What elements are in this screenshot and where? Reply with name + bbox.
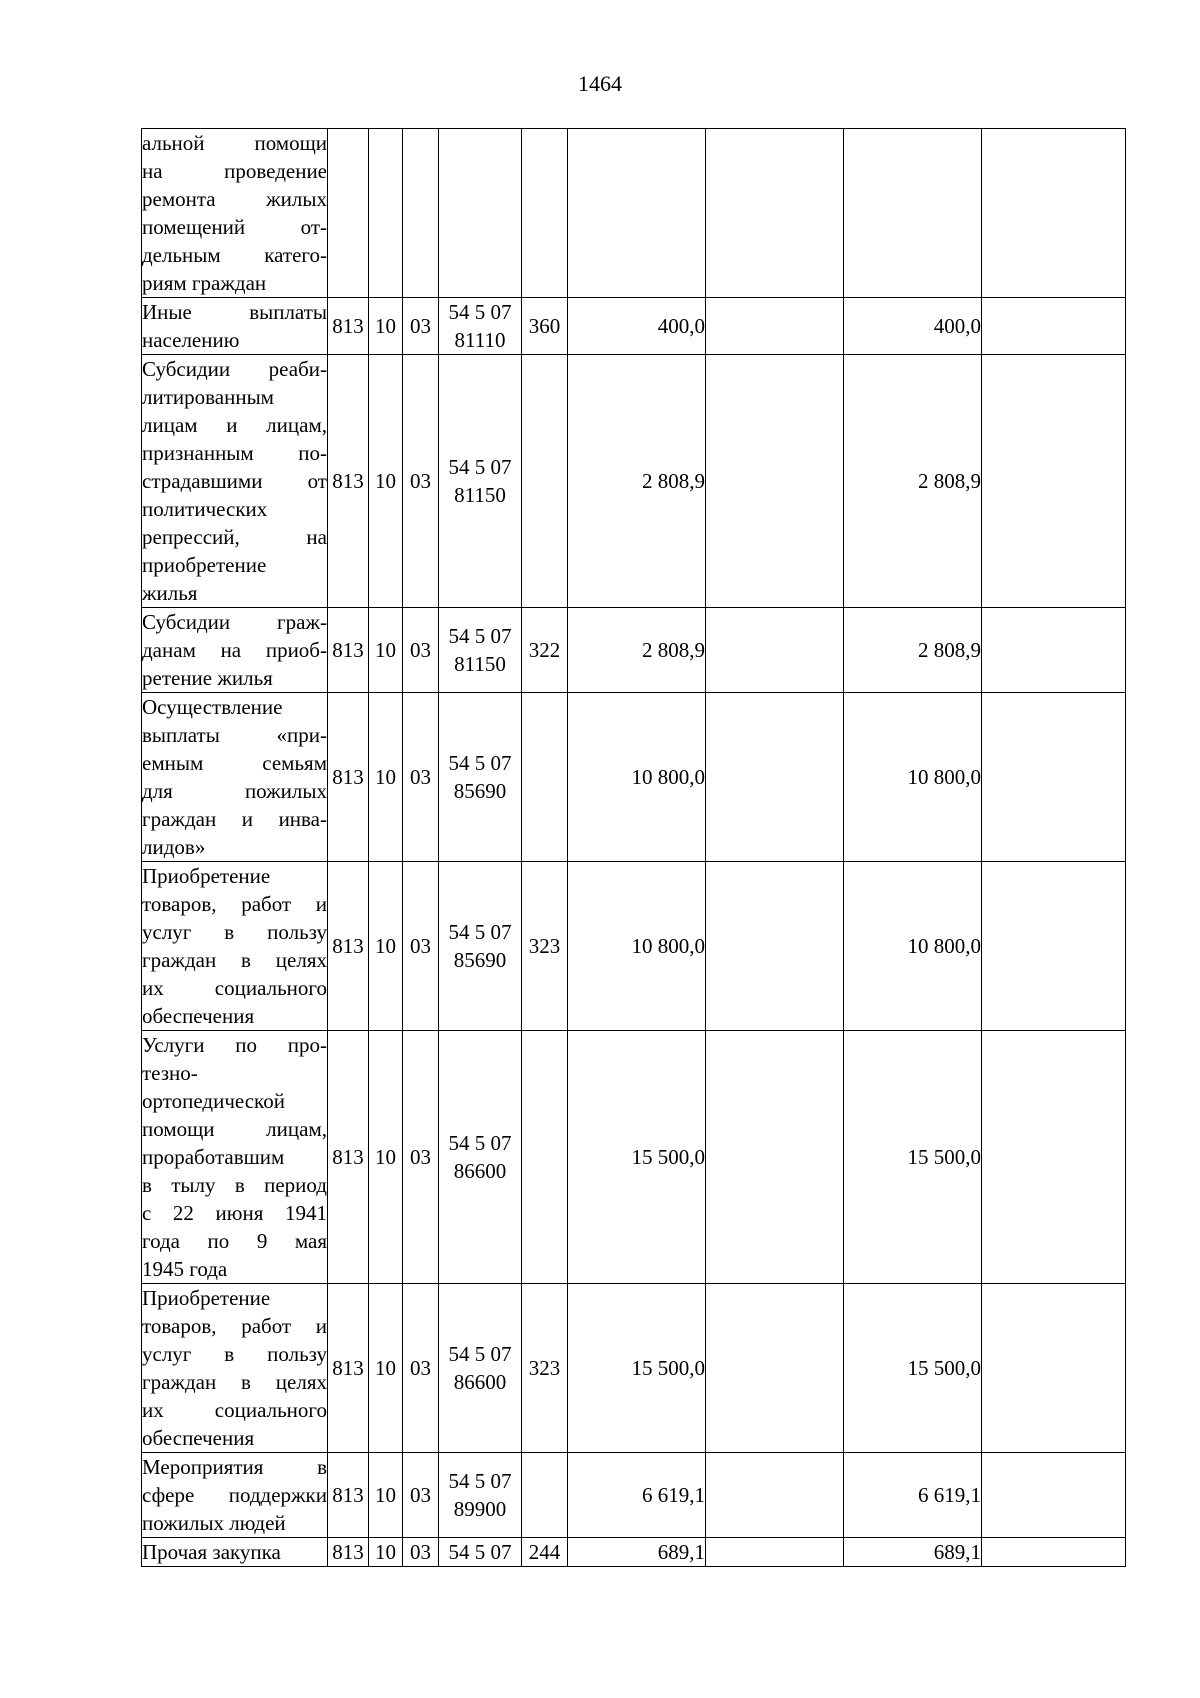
- expense-name-line: граждан в целях: [142, 1370, 327, 1394]
- target-article-line: 54 5 07: [448, 455, 512, 479]
- target-article-cell: [439, 693, 522, 862]
- section-code-cell: 10: [369, 693, 403, 862]
- target-article-line: 86600: [453, 1159, 507, 1183]
- expense-name-line: дельным катего-: [142, 243, 327, 267]
- expense-name-line: лицам и лицам,: [142, 413, 327, 437]
- amount-cell: [568, 129, 706, 298]
- subsection-code-cell: 03: [403, 1031, 439, 1284]
- expense-name-line: политических: [142, 497, 268, 521]
- target-article-line: 54 5 07: [448, 624, 512, 648]
- expense-name-line: услуг в пользу: [142, 1342, 327, 1366]
- amount-cell: 15 500,0: [844, 1284, 982, 1453]
- expense-name-line: их социального: [142, 976, 327, 1000]
- amount-cell: 689,1: [568, 1538, 706, 1567]
- expense-name-line: обеспечения: [142, 1426, 255, 1450]
- expense-name-line: Субсидии граж-: [142, 610, 327, 634]
- table-row: [142, 1284, 1126, 1453]
- admin-code-cell: [328, 129, 369, 298]
- target-article-line: 85690: [453, 779, 507, 803]
- admin-code-cell: 813: [328, 298, 369, 355]
- amount-cell: [982, 693, 1126, 862]
- target-article-line: 54 5 07: [448, 920, 512, 944]
- target-article-cell: [439, 1031, 522, 1284]
- target-article-line: 81150: [454, 652, 506, 676]
- target-article-cell: [439, 862, 522, 1031]
- expense-type-cell: [522, 129, 568, 298]
- expense-name-cell: [142, 608, 328, 693]
- expense-type-cell: [522, 1453, 568, 1538]
- subsection-code-cell: 03: [403, 355, 439, 608]
- expense-name-line: их социального: [142, 1398, 327, 1422]
- amount-cell: 15 500,0: [568, 1284, 706, 1453]
- target-article-line: 81150: [454, 483, 506, 507]
- amount-cell: 10 800,0: [844, 862, 982, 1031]
- admin-code-cell: 813: [328, 862, 369, 1031]
- target-article-line: 54 5 07: [448, 1540, 512, 1564]
- section-code-cell: 10: [369, 1284, 403, 1453]
- page-number: 1464: [578, 71, 622, 96]
- expense-name-line: ортопедической: [142, 1089, 285, 1113]
- expense-name-line: помещений от-: [142, 215, 327, 239]
- expense-type-cell: [522, 355, 568, 608]
- amount-cell: 2 808,9: [568, 608, 706, 693]
- subsection-code-cell: 03: [403, 298, 439, 355]
- expense-name-line: Прочая закупка: [142, 1540, 281, 1564]
- expense-name-line: Услуги по про-: [142, 1033, 327, 1057]
- amount-cell: [706, 693, 844, 862]
- expense-type-cell: [522, 693, 568, 862]
- amount-cell: [706, 129, 844, 298]
- amount-cell: 2 808,9: [844, 355, 982, 608]
- amount-cell: [706, 862, 844, 1031]
- expense-name-line: литированным: [142, 385, 274, 409]
- section-code-cell: 10: [369, 355, 403, 608]
- expense-name-line: тезно-: [142, 1061, 198, 1085]
- expense-name-line: Мероприятия в: [142, 1455, 327, 1479]
- expense-type-cell: 323: [522, 1284, 568, 1453]
- expense-name-line: признанным по-: [142, 441, 327, 465]
- admin-code-cell: 813: [328, 1538, 369, 1567]
- expense-name-cell: [142, 1538, 328, 1567]
- table-row: [142, 693, 1126, 862]
- amount-cell: [844, 129, 982, 298]
- target-article-line: 81110: [454, 328, 506, 352]
- target-article-cell: [439, 1538, 522, 1567]
- expense-name-line: граждан в целях: [142, 948, 327, 972]
- amount-cell: 15 500,0: [568, 1031, 706, 1284]
- subsection-code-cell: 03: [403, 693, 439, 862]
- amount-cell: [982, 1453, 1126, 1538]
- expense-type-cell: 360: [522, 298, 568, 355]
- amount-cell: [982, 1284, 1126, 1453]
- amount-cell: 10 800,0: [568, 693, 706, 862]
- amount-cell: [706, 355, 844, 608]
- table-row: [142, 608, 1126, 693]
- expense-name-line: Приобретение: [142, 1286, 271, 1310]
- amount-cell: 689,1: [844, 1538, 982, 1567]
- subsection-code-cell: 03: [403, 608, 439, 693]
- expense-name-line: приобретение: [142, 553, 267, 577]
- admin-code-cell: 813: [328, 608, 369, 693]
- budget-table: [141, 128, 1126, 1567]
- amount-cell: 10 800,0: [844, 693, 982, 862]
- expense-name-line: страдавшими от: [142, 469, 327, 493]
- admin-code-cell: 813: [328, 693, 369, 862]
- subsection-code-cell: 03: [403, 1284, 439, 1453]
- target-article-line: 89900: [453, 1497, 507, 1521]
- amount-cell: [982, 298, 1126, 355]
- expense-type-cell: 244: [522, 1538, 568, 1567]
- target-article-cell: [439, 1284, 522, 1453]
- expense-name-line: года по 9 мая: [142, 1229, 327, 1253]
- section-code-cell: [369, 129, 403, 298]
- amount-cell: 400,0: [844, 298, 982, 355]
- subsection-code-cell: 03: [403, 1538, 439, 1567]
- section-code-cell: 10: [369, 862, 403, 1031]
- expense-name-line: Иные выплаты: [142, 300, 327, 324]
- expense-name-line: ремонта жилых: [142, 187, 327, 211]
- amount-cell: [982, 862, 1126, 1031]
- subsection-code-cell: 03: [403, 862, 439, 1031]
- table-row: [142, 1538, 1126, 1567]
- expense-name-line: данам на приоб-: [142, 638, 327, 662]
- expense-name-line: альной помощи: [142, 131, 327, 155]
- table-row: [142, 862, 1126, 1031]
- section-code-cell: 10: [369, 608, 403, 693]
- expense-name-cell: [142, 298, 328, 355]
- expense-name-line: емным семьям: [142, 751, 327, 775]
- amount-cell: 15 500,0: [844, 1031, 982, 1284]
- target-article-line: 54 5 07: [448, 300, 512, 324]
- amount-cell: [982, 608, 1126, 693]
- expense-name-cell: [142, 862, 328, 1031]
- amount-cell: 6 619,1: [844, 1453, 982, 1538]
- amount-cell: 400,0: [568, 298, 706, 355]
- amount-cell: 10 800,0: [568, 862, 706, 1031]
- expense-name-cell: [142, 1453, 328, 1538]
- target-article-line: 54 5 07: [448, 1131, 512, 1155]
- amount-cell: [706, 1453, 844, 1538]
- subsection-code-cell: [403, 129, 439, 298]
- expense-name-line: товаров, работ и: [142, 1314, 327, 1338]
- target-article-line: 54 5 07: [448, 1469, 512, 1493]
- expense-name-cell: [142, 1031, 328, 1284]
- admin-code-cell: 813: [328, 1284, 369, 1453]
- expense-name-line: Субсидии реаби-: [142, 357, 327, 381]
- target-article-line: 54 5 07: [448, 751, 512, 775]
- expense-name-line: в тылу в период: [142, 1173, 327, 1197]
- expense-name-cell: [142, 693, 328, 862]
- target-article-cell: [439, 1453, 522, 1538]
- admin-code-cell: 813: [328, 1453, 369, 1538]
- amount-cell: 6 619,1: [568, 1453, 706, 1538]
- expense-name-line: товаров, работ и: [142, 892, 327, 916]
- expense-name-line: помощи лицам,: [142, 1117, 327, 1141]
- expense-name-line: 1945 года: [142, 1257, 228, 1281]
- section-code-cell: 10: [369, 298, 403, 355]
- section-code-cell: 10: [369, 1031, 403, 1284]
- section-code-cell: 10: [369, 1538, 403, 1567]
- target-article-cell: [439, 355, 522, 608]
- expense-name-line: риям граждан: [142, 271, 267, 295]
- amount-cell: [706, 1284, 844, 1453]
- expense-name-line: населению: [142, 328, 240, 352]
- target-article-cell: [439, 298, 522, 355]
- target-article-cell: [439, 608, 522, 693]
- expense-name-cell: [142, 129, 328, 298]
- expense-name-line: жилья: [142, 581, 198, 605]
- expense-name-line: на проведение: [142, 159, 327, 183]
- subsection-code-cell: 03: [403, 1453, 439, 1538]
- amount-cell: [982, 1031, 1126, 1284]
- table-row: [142, 1031, 1126, 1284]
- expense-name-line: Приобретение: [142, 864, 271, 888]
- expense-type-cell: [522, 1031, 568, 1284]
- expense-name-line: сфере поддержки: [142, 1483, 327, 1507]
- expense-name-line: проработавшим: [142, 1145, 285, 1169]
- target-article-line: 85690: [453, 948, 507, 972]
- amount-cell: 2 808,9: [568, 355, 706, 608]
- amount-cell: [706, 298, 844, 355]
- expense-name-line: обеспечения: [142, 1004, 255, 1028]
- amount-cell: [706, 608, 844, 693]
- table-row: [142, 355, 1126, 608]
- expense-name-line: пожилых людей: [142, 1511, 286, 1535]
- expense-name-line: ретение жилья: [142, 666, 273, 690]
- expense-type-cell: 322: [522, 608, 568, 693]
- expense-name-line: репрессий, на: [142, 525, 327, 549]
- section-code-cell: 10: [369, 1453, 403, 1538]
- target-article-line: 54 5 07: [448, 1342, 512, 1366]
- expense-name-line: услуг в пользу: [142, 920, 327, 944]
- expense-name-line: граждан и инва-: [142, 807, 327, 831]
- amount-cell: [982, 1538, 1126, 1567]
- amount-cell: [706, 1538, 844, 1567]
- expense-name-line: выплаты «при-: [142, 723, 327, 747]
- expense-type-cell: 323: [522, 862, 568, 1031]
- expense-name-line: для пожилых: [142, 779, 327, 803]
- expense-name-line: лидов»: [142, 835, 206, 859]
- amount-cell: [706, 1031, 844, 1284]
- amount-cell: [982, 355, 1126, 608]
- table-row: [142, 298, 1126, 355]
- table-row: [142, 1453, 1126, 1538]
- target-article-line: 86600: [453, 1370, 507, 1394]
- amount-cell: [982, 129, 1126, 298]
- table-body: [142, 129, 1126, 1567]
- expense-name-cell: [142, 1284, 328, 1453]
- target-article-cell: [439, 129, 522, 298]
- admin-code-cell: 813: [328, 1031, 369, 1284]
- expense-name-line: Осуществление: [142, 695, 283, 719]
- table-row: [142, 129, 1126, 298]
- admin-code-cell: 813: [328, 355, 369, 608]
- amount-cell: 2 808,9: [844, 608, 982, 693]
- expense-name-cell: [142, 355, 328, 608]
- expense-name-line: с 22 июня 1941: [142, 1201, 327, 1225]
